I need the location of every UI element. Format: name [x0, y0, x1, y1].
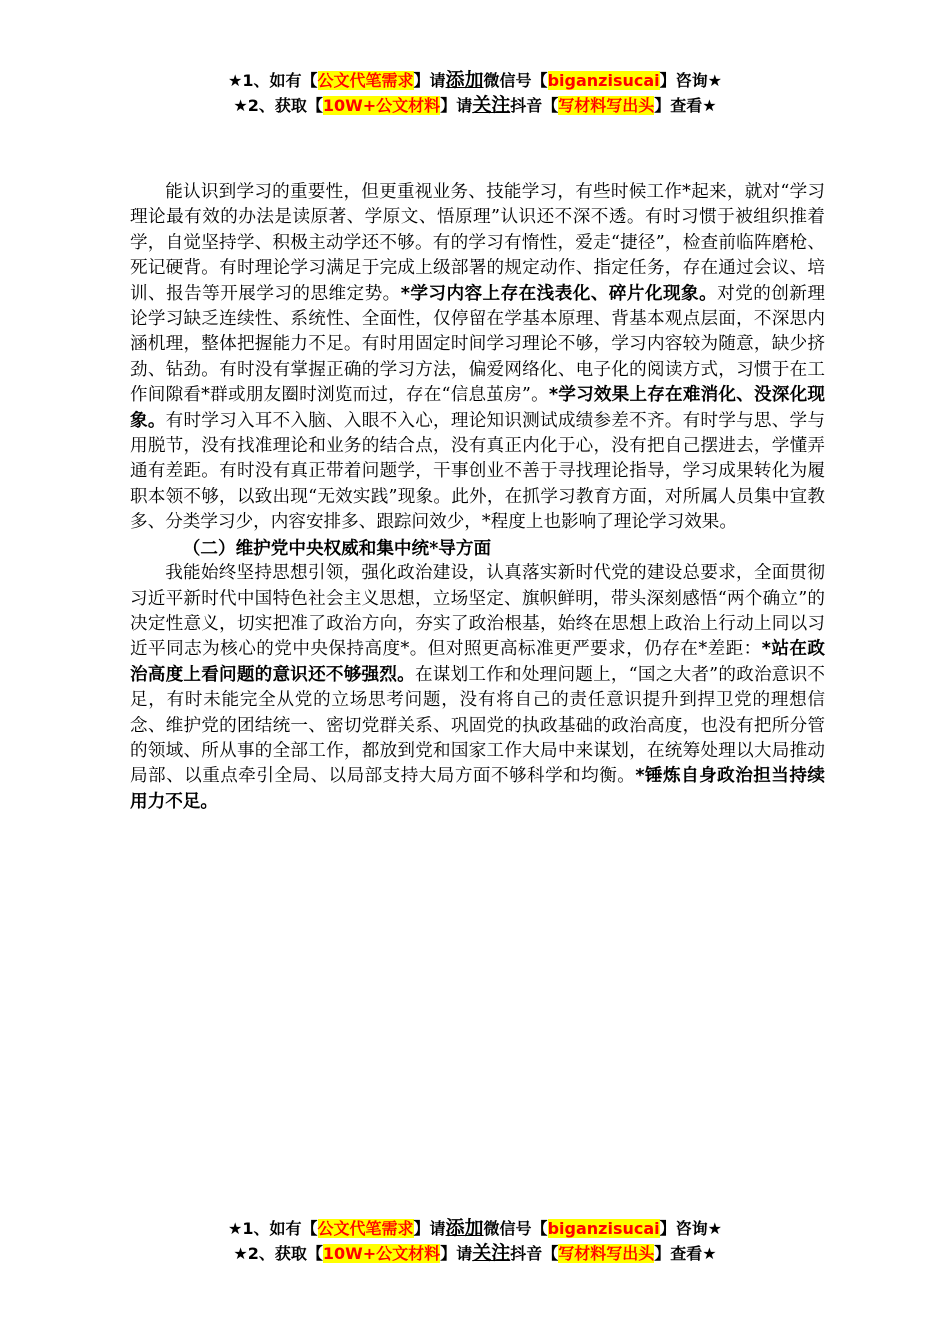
star-icon: ★ — [233, 1244, 248, 1263]
highlight-douyin: 写材料写出头 — [558, 96, 655, 115]
footer-banner — [0, 1216, 950, 1266]
highlight-service: 公文代笔需求 — [317, 1219, 414, 1238]
banner-line-1: ★1、如有【公文代笔需求】请添加微信号【biganzisucai】咨询★ — [228, 69, 722, 91]
highlight-materials: 10W+公文材料 — [322, 96, 441, 115]
star-icon: ★ — [233, 96, 248, 115]
section-heading: （二）维护党中央权威和集中统*导方面 — [182, 537, 492, 559]
paragraph-learning: 能认识到学习的重要性，但更重视业务、技能学习，有些时候工作*起来，就对“学习理论最有效的办法是读原著、学原文、悟原理”认识还不深不透。有时习惯于被组织推着学，自觉坚持学、积极主动学还不够。有的学习有惰性，爱走“捷径”，检查前临阵磨枪、死记硬背。有时理论学习满足于完成上级部署的规定动作、指定任务，存在通过会议、培训、报告等开展学习的思维定势。*学习内容上存在浅表化、碎片化现象。对党的创新理论学习缺乏连续性、系统性、全面性，仅停留在学基本原理、背基本观点层面，不深思内涵机理，整体把握能力不足。有时用固定时间学习理论不够，学习内容较为随意，缺少挤劲、钻劲。有时没有掌握正确的学习方法，偏爱网络化、电子化的阅读方式，习惯于在工作间隙看*群或朋友圈时浏览而过，存在“信息茧房”。*学习效果上存在难消化、没深化现象。有时学习入耳不入脑、入眼不入心，理论知识测试成绩参差不齐。有时学与思、学与用脱节，没有找准理论和业务的结合点，没有真正内化于心，没有把自己摆进去，学懂弄通有差距。有时没有真正带着问题学，干事创业不善于寻找理论指导，学习成果转化为履职本领不够，以致出现“无效实践”现象。此外，在抓学习教育方面，对所属人员集中宣教多、分类学习少，内容安排多、跟踪问效少，*程度上也影响了理论学习效果。 — [130, 182, 825, 533]
highlight-service: 公文代笔需求 — [317, 71, 414, 90]
highlight-wechat-id: biganzisucai — [547, 1219, 660, 1238]
highlight-materials: 10W+公文材料 — [322, 1244, 441, 1263]
highlight-douyin: 写材料写出头 — [558, 1244, 655, 1263]
header-banner — [0, 68, 950, 118]
paragraph-authority: 我能始终坚持思想引领，强化政治建设，认真落实新时代党的建设总要求，全面贯彻习近平新时代中国特色社会主义思想，立场坚定、旗帜鲜明，带头深刻感悟“两个确立”的决定性意义，切实把准了政治方向，夯实了政治根基，始终在思想上政治上行动上同以习近平同志为核心的党中央保持高度*。但对照更高标准更严要求，仍存在*差距：*站在政治高度上看问题的意识还不够强烈。在谋划工作和处理问题上，“国之大者”的政治意识不足，有时未能完全从党的立场思考问题，没有将自己的责任意识提升到捍卫党的理想信念、维护党的团结统一、密切党群关系、巩固党的执政基础的政治高度，也没有把所分管的领域、所从事的全部工作，都放到党和国家工作大局中来谋划，在统筹处理以大局推动局部、以重点牵引全局、以局部支持大局方面不够科学和均衡。*锤炼自身政治担当持续用力不足。 — [130, 563, 825, 812]
highlight-wechat-id: biganzisucai — [547, 71, 660, 90]
document-body — [130, 180, 825, 815]
banner-line-1: ★1、如有【公文代笔需求】请添加微信号【biganzisucai】咨询★ — [228, 1217, 722, 1239]
star-icon: ★ — [228, 71, 243, 90]
banner-line-2: ★2、获取【10W+公文材料】请关注抖音【写材料写出头】查看★ — [233, 1242, 717, 1264]
star-icon: ★ — [228, 1219, 243, 1238]
banner-line-2: ★2、获取【10W+公文材料】请关注抖音【写材料写出头】查看★ — [233, 94, 717, 116]
